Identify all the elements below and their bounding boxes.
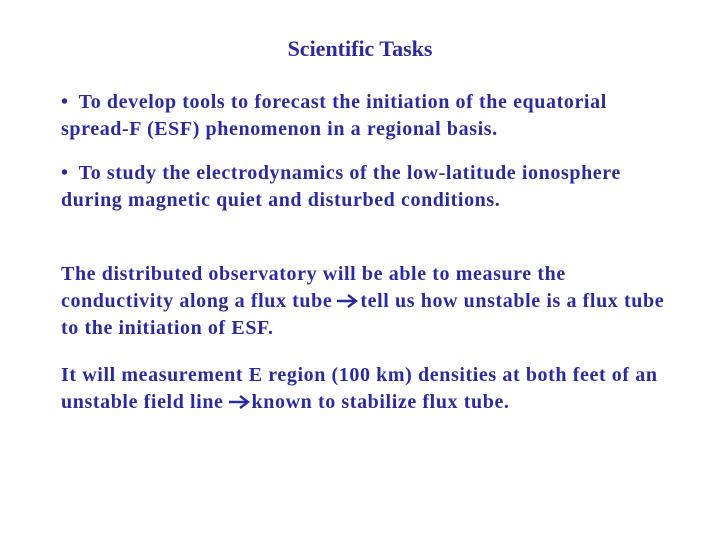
- paragraph-e-region-part2: known to stabilize flux tube.: [251, 391, 510, 413]
- paragraph-e-region: [61, 362, 671, 416]
- bullet-text-1: To develop tools to forecast the initiation of the equatorial spread-F (ESF) phenomenon in a regional basis.: [61, 91, 607, 140]
- bullet-text-2: To study the electrodynamics of the low-latitude ionosphere during magnetic quiet and disturbed conditions.: [61, 162, 621, 211]
- paragraph-observatory-part1: The distributed observatory will be able to measure the conductivity along a flux tube: [61, 263, 566, 312]
- bullet-item-1: [61, 89, 671, 143]
- paragraph-observatory: [61, 261, 671, 342]
- bullet-marker: •: [61, 91, 69, 113]
- bullet-item-2: [61, 160, 671, 214]
- paragraph-e-region-part1: It will measurement E region (100 km) densities at both feet of an unstable field line: [61, 364, 658, 413]
- slide-title: Scientific Tasks: [287, 36, 433, 61]
- right-arrow-icon: [228, 395, 250, 409]
- right-arrow-icon: [336, 294, 358, 308]
- paragraph-observatory-part2: tell us how unstable is a flux tube to the initiation of ESF.: [61, 290, 665, 339]
- bullet-marker: •: [61, 162, 69, 184]
